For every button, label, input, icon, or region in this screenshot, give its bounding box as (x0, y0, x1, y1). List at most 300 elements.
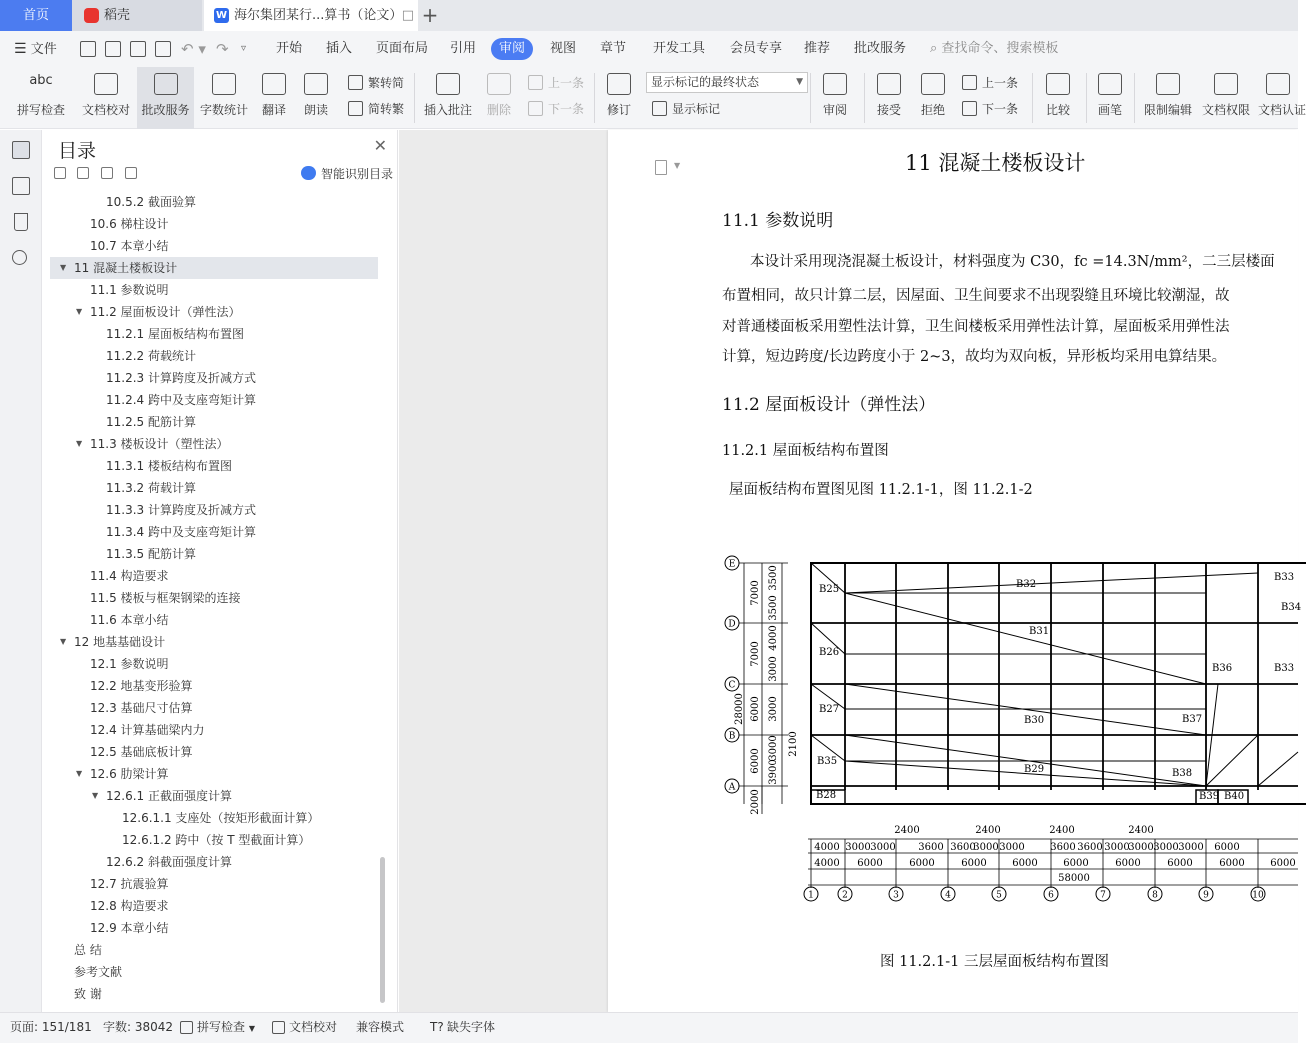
row2-dimension-text: 6000 (857, 858, 883, 869)
slab-label: B27 (819, 704, 840, 715)
row1-dimension-text: 6000 (1214, 842, 1240, 853)
reject-icon (921, 73, 945, 95)
toc-item[interactable] (50, 631, 378, 653)
close-icon[interactable]: ✕ (373, 136, 387, 155)
toc-item-label: 11.3.2 荷载计算 (106, 481, 196, 495)
toc-item-label: 10.6 梯柱设计 (90, 217, 169, 231)
chevron-down-icon[interactable]: ▼ (60, 263, 67, 272)
delete-comment-label: 删除 (486, 103, 511, 117)
page-options-icon[interactable] (655, 160, 667, 175)
spell-check-button[interactable] (8, 67, 74, 129)
document-cert-label: 文档认证 (1258, 103, 1306, 117)
ribbon-separator (1032, 73, 1033, 123)
print-preview-icon[interactable] (155, 41, 171, 57)
figure-caption: 图 11.2.1-1 三层屋面板结构布置图 (880, 954, 1109, 970)
slab-diagonal (1206, 735, 1258, 786)
axis-number: 8 (1152, 890, 1158, 901)
file-menu-label: 文件 (30, 42, 57, 57)
toc-item-label: 11.3.5 配筋计算 (106, 547, 196, 561)
row1-dimension-text: 3600 (918, 842, 944, 853)
toc-item[interactable] (50, 279, 378, 301)
chevron-down-icon[interactable]: ▼ (76, 769, 83, 778)
row1-dimension-text: 3000 (1153, 842, 1179, 853)
simplified-to-traditional-button[interactable] (348, 98, 404, 120)
proofread-button[interactable] (76, 67, 136, 129)
toc-item[interactable] (50, 653, 378, 675)
row1-dimension-text: 3000 (1104, 842, 1130, 853)
axis-letter: E (728, 559, 736, 570)
chevron-down-icon[interactable]: ▼ (60, 637, 67, 646)
row2-dimension-text: 6000 (961, 858, 987, 869)
left-total-dimension: 28000 (734, 693, 745, 725)
toc-item-label: 11.5 楼板与框架钢梁的连接 (90, 591, 241, 605)
prev-change-icon (962, 75, 977, 90)
row1-dimension-text: 4000 (814, 842, 840, 853)
track-changes-icon (607, 73, 631, 95)
slab-label: B29 (1024, 764, 1045, 775)
toc-item[interactable] (50, 851, 378, 873)
review-icon (823, 73, 847, 95)
prev-comment-icon (528, 75, 543, 90)
word-count-button[interactable] (196, 67, 252, 129)
row1-dimension-text: 3000 (999, 842, 1025, 853)
daoke-logo-icon (84, 8, 99, 23)
toc-item[interactable] (50, 213, 378, 235)
proofread-status-label: 文档校对 (289, 1020, 338, 1034)
word-count-indicator[interactable]: 字数: 38042 (103, 1020, 174, 1034)
toc-item[interactable] (50, 939, 378, 961)
review-button[interactable] (816, 67, 854, 129)
proofread-status[interactable] (272, 1013, 337, 1044)
ribbon-separator (594, 73, 595, 123)
toc-item-label: 12.6.1.2 跨中（按 T 型截面计算） (122, 833, 311, 847)
toc-item[interactable] (50, 521, 378, 543)
prev-comment-button[interactable] (528, 72, 584, 94)
redo-icon[interactable]: ↷ (216, 40, 229, 58)
slab-label: B39 (1199, 791, 1220, 802)
page-indicator[interactable]: 页面: 151/181 (10, 1020, 92, 1034)
roof-slab-layout-drawing (718, 552, 1302, 902)
menu-page-layout[interactable]: 页面布局 (376, 41, 429, 56)
search-icon[interactable] (12, 250, 27, 265)
toc-icon[interactable] (12, 141, 30, 159)
status-bar (0, 1012, 1298, 1043)
document-cert-button[interactable] (1258, 67, 1306, 129)
missing-font-icon: T? (430, 1020, 444, 1034)
command-search-label: 查找命令、搜索模板 (941, 41, 1059, 56)
toc-item-label: 致 谢 (74, 987, 102, 1001)
approve-service-icon (154, 73, 178, 95)
toc-item[interactable] (50, 763, 378, 785)
toc-item-label: 12 地基基础设计 (74, 635, 166, 649)
compare-button[interactable] (1038, 67, 1078, 129)
toc-title: 目录 (58, 140, 97, 162)
restrict-editing-label: 限制编辑 (1143, 103, 1192, 117)
paragraph-line: 计算，短边跨度/长边跨度小于 2~3，故均为双向板，异形板均采用电算结果。 (722, 349, 1227, 365)
left-dimension-text: 7000 (750, 580, 761, 606)
toc-item[interactable] (50, 895, 378, 917)
chevron-down-icon[interactable]: ▼ (76, 307, 83, 316)
review-label: 审阅 (822, 103, 847, 117)
toc-item[interactable] (50, 917, 378, 939)
ribbon-separator (1086, 73, 1087, 123)
markup-state-select[interactable] (646, 72, 808, 93)
approve-service-button[interactable] (137, 67, 194, 129)
left-sidebar (0, 130, 42, 1012)
next-change-label: 下一条 (982, 102, 1019, 116)
undo-icon[interactable]: ↶ ▾ (181, 40, 206, 58)
slab-label: B25 (819, 584, 840, 595)
ribbon-separator (864, 73, 865, 123)
row1-dimension-text: 3000 (870, 842, 896, 853)
collapse-all-icon[interactable] (54, 167, 66, 179)
axis-number: 6 (1048, 890, 1054, 901)
toc-item[interactable] (50, 543, 378, 565)
toc-item[interactable] (50, 675, 378, 697)
row2-dimension-text: 6000 (1167, 858, 1193, 869)
axis-number: 4 (945, 890, 951, 901)
menu-start[interactable]: 开始 (276, 41, 303, 56)
left-dimension-text: 3000 (768, 656, 779, 682)
row2-dimension-text: 6000 (1115, 858, 1141, 869)
toc-item[interactable] (50, 983, 378, 1005)
toc-item-label: 11.2 屋面板设计（弹性法） (90, 305, 241, 319)
slab-label: B26 (819, 647, 840, 658)
chevron-down-icon[interactable]: ▼ (92, 791, 99, 800)
next-comment-label: 下一条 (548, 102, 585, 116)
toc-item-label: 11.3.3 计算跨度及折减方式 (106, 503, 256, 517)
chevron-down-icon[interactable]: ▼ (76, 439, 83, 448)
left-dimension-text: 4000 (768, 625, 779, 651)
prev-comment-label: 上一条 (548, 76, 585, 90)
toc-item[interactable] (50, 829, 378, 851)
toc-item-label: 11.4 构造要求 (90, 569, 169, 583)
show-markup-icon (652, 101, 667, 116)
missing-font-label: 缺失字体 (447, 1020, 496, 1034)
top-dimension-text: 2400 (975, 825, 1001, 836)
figure-intro-text: 屋面板结构布置图见图 11.2.1-1，图 11.2.1-2 (729, 482, 1033, 498)
tab-daoke-label: 稻壳 (104, 8, 131, 23)
delete-comment-button[interactable] (480, 67, 518, 129)
print-icon[interactable] (130, 41, 146, 57)
read-aloud-button[interactable] (298, 67, 334, 129)
simplified-to-traditional-label: 简转繁 (368, 102, 405, 116)
tab-close-icon[interactable]: □ (401, 8, 414, 23)
prev-change-label: 上一条 (982, 76, 1019, 90)
axis-letter: C (728, 680, 736, 691)
toc-item[interactable] (50, 455, 378, 477)
review-ribbon (0, 67, 1306, 129)
paragraph-line: 布置相同，故只计算二层，因屋面、卫生间要求不出现裂缝且环境比较潮湿，故 (722, 288, 1230, 304)
toc-item-label: 11.2.2 荷载统计 (106, 349, 196, 363)
row1-dimension-text: 3600 (1050, 842, 1076, 853)
smart-toc-label: 智能识别目录 (320, 167, 393, 181)
left-dimension-text: 2100 (788, 731, 799, 757)
axis-letter: D (728, 619, 736, 630)
toc-panel (46, 130, 398, 1012)
toc-item[interactable] (50, 257, 378, 279)
command-search[interactable] (930, 31, 1058, 67)
axis-number: 9 (1203, 890, 1209, 901)
toc-item-label: 12.6 肋梁计算 (90, 767, 169, 781)
next-comment-icon (528, 101, 543, 116)
traditional-to-simplified-button[interactable] (348, 72, 404, 94)
left-dimension-text: 2000 (750, 789, 761, 815)
toc-item-label: 12.2 地基变形验算 (90, 679, 193, 693)
top-dimension-text: 2400 (1128, 825, 1154, 836)
toc-item-label: 11 混凝土楼板设计 (74, 261, 178, 275)
axis-number: 2 (842, 890, 848, 901)
toc-item-label: 11.1 参数说明 (90, 283, 169, 297)
toc-item-label: 11.2.1 屋面板结构布置图 (106, 327, 244, 341)
bookmark-icon[interactable] (14, 213, 28, 231)
minus-icon[interactable] (125, 167, 137, 179)
show-markup-button[interactable] (652, 98, 720, 120)
left-dimension-text: 3500 (768, 565, 779, 591)
slab-label: B37 (1182, 714, 1203, 725)
menu-insert[interactable]: 插入 (326, 41, 353, 56)
slab-label: B30 (1024, 715, 1045, 726)
toc-item-label: 11.6 本章小结 (90, 613, 169, 627)
pen-label: 画笔 (1097, 103, 1122, 117)
slab-label: B35 (817, 756, 838, 767)
expand-up-icon[interactable] (77, 167, 89, 179)
spell-check-status-label: 拼写检查 (197, 1020, 246, 1034)
slab-label: B38 (1172, 768, 1193, 779)
slab-label: B28 (816, 790, 837, 801)
toc-item-label: 12.7 抗震验算 (90, 877, 169, 891)
next-change-icon (962, 101, 977, 116)
translate-icon (262, 73, 286, 95)
left-dimension-text: 3000 (768, 735, 779, 761)
paragraph-line: 对普通楼面板采用塑性法计算，卫生间楼板采用弹性法计算，屋面板采用弹性法 (722, 319, 1230, 335)
slab-label: B32 (1016, 579, 1037, 590)
toc-item[interactable] (50, 477, 378, 499)
axis-number: 10 (1252, 890, 1264, 901)
compare-label: 比较 (1045, 103, 1070, 117)
row1-dimension-text: 3000 (1128, 842, 1154, 853)
new-tab-plus-icon[interactable]: + (421, 3, 439, 27)
toc-item-label: 11.2.5 配筋计算 (106, 415, 196, 429)
track-changes-label: 修订 (606, 103, 631, 117)
slab-label: B34 (1281, 602, 1302, 613)
axis-number: 1 (808, 890, 814, 901)
toc-item[interactable] (50, 191, 378, 213)
tab-bar (0, 0, 1298, 31)
axis-letter: B (728, 731, 736, 742)
slab-label: B33 (1274, 663, 1295, 674)
slab-label: B40 (1224, 791, 1245, 802)
proofread-status-icon (272, 1021, 285, 1034)
toc-item-label: 总 结 (74, 943, 102, 957)
word-count-icon (212, 73, 236, 95)
chevron-down-icon: ▼ (796, 77, 803, 87)
toc-item-label: 12.3 基础尺寸估算 (90, 701, 193, 715)
row2-dimension-text: 6000 (1063, 858, 1089, 869)
slab-label: B33 (1274, 572, 1295, 583)
row1-dimension-text: 3600 (1077, 842, 1103, 853)
toc-item-label: 12.9 本章小结 (90, 921, 169, 935)
slab-label: B36 (1212, 663, 1233, 674)
plus-icon[interactable] (101, 167, 113, 179)
left-dimension-text: 3900 (768, 759, 779, 785)
pen-button[interactable] (1092, 67, 1128, 129)
document-permission-icon (1214, 73, 1238, 95)
toc-item[interactable] (50, 961, 378, 983)
delete-comment-icon (487, 73, 511, 95)
prev-change-button[interactable] (962, 72, 1018, 94)
row2-dimension-text: 4000 (814, 858, 840, 869)
menu-review[interactable]: 审阅 (491, 38, 533, 60)
compare-icon (1046, 73, 1070, 95)
next-change-button[interactable] (962, 98, 1018, 120)
top-dimension-text: 2400 (1049, 825, 1075, 836)
slab-diagonal (845, 593, 1206, 684)
toc-item[interactable] (50, 323, 378, 345)
export-icon[interactable] (105, 41, 121, 57)
toc-item[interactable] (50, 785, 378, 807)
accept-icon (877, 73, 901, 95)
toc-item[interactable] (50, 411, 378, 433)
menu-developer[interactable]: 开发工具 (653, 41, 706, 56)
toc-item[interactable] (50, 345, 378, 367)
markup-state-value: 显示标记的最终状态 (651, 75, 760, 89)
spell-check-label: 拼写检查 (16, 103, 65, 117)
top-dimension-text: 2400 (894, 825, 920, 836)
traditional-to-simplified-icon (348, 75, 363, 90)
axis-number: 3 (893, 890, 899, 901)
reject-button[interactable] (914, 67, 952, 129)
document-cert-icon (1266, 73, 1290, 95)
menu-chapter[interactable]: 章节 (600, 41, 627, 56)
paragraph-line: 本设计采用现浇混凝土板设计，材料强度为 C30，fc =14.3N/mm²，二三层楼面 (750, 254, 1275, 270)
toc-item[interactable] (50, 609, 378, 631)
toc-item[interactable] (50, 499, 378, 521)
next-comment-button[interactable] (528, 98, 584, 120)
ribbon-separator (810, 73, 811, 123)
row1-dimension-text: 3600 (950, 842, 976, 853)
accept-button[interactable] (870, 67, 908, 129)
section-heading-11-2: 11.2 屋面板设计（弹性法） (722, 395, 936, 415)
menu-view[interactable]: 视图 (550, 41, 577, 56)
toc-item-label: 11.2.4 跨中及支座弯矩计算 (106, 393, 256, 407)
save-icon[interactable] (80, 41, 96, 57)
left-dimension-text: 3500 (768, 595, 779, 621)
toc-item-label: 12.6.1 正截面强度计算 (106, 789, 232, 803)
toc-item[interactable] (50, 565, 378, 587)
document-permission-label: 文档权限 (1201, 103, 1250, 117)
total-dimension-text: 58000 (1058, 873, 1090, 884)
toc-item[interactable] (50, 587, 378, 609)
left-dimension-text: 3000 (768, 696, 779, 722)
toc-item-label: 参考文献 (74, 965, 123, 979)
document-permission-button[interactable] (1198, 67, 1254, 129)
toc-item-label: 11.3 楼板设计（塑性法） (90, 437, 229, 451)
toc-item[interactable] (50, 433, 378, 455)
ribbon-separator (1134, 73, 1135, 123)
approve-service-label: 批改服务 (141, 103, 190, 117)
toc-item-label: 10.5.2 截面验算 (106, 195, 196, 209)
smart-toc-icon (301, 166, 316, 180)
insert-comment-button[interactable] (420, 67, 476, 129)
row2-dimension-text: 6000 (1219, 858, 1245, 869)
restrict-editing-button[interactable] (1140, 67, 1196, 129)
show-markup-label: 显示标记 (672, 102, 721, 116)
row1-dimension-text: 3000 (973, 842, 999, 853)
search-icon: ⌕ (930, 41, 938, 56)
tab-daoke[interactable] (72, 0, 202, 31)
chevron-down-icon: ▼ (248, 1024, 255, 1033)
toc-item[interactable] (50, 389, 378, 411)
menu-recommend[interactable]: 推荐 (804, 41, 831, 56)
toc-item-label: 11.2.3 计算跨度及折减方式 (106, 371, 256, 385)
toc-item[interactable] (50, 873, 378, 895)
track-changes-button[interactable] (600, 67, 638, 129)
slab-label: B31 (1029, 626, 1050, 637)
lock-icon (1156, 73, 1180, 95)
tab-document[interactable] (204, 0, 418, 31)
toc-item-label: 12.6.1.1 支座处（按矩形截面计算） (122, 811, 320, 825)
chevron-down-icon[interactable]: ▼ (674, 161, 681, 170)
menu-bar (0, 31, 1298, 67)
compat-mode-indicator[interactable]: 兼容模式 (356, 1020, 405, 1034)
translate-label: 翻译 (261, 103, 286, 117)
smart-toc-button[interactable] (301, 165, 393, 182)
toc-item[interactable] (50, 807, 378, 829)
slab-diagonal (1258, 752, 1298, 786)
word-count-label: 字数统计 (199, 103, 248, 117)
spell-check-status[interactable] (180, 1013, 255, 1044)
subsection-heading-11-2-1: 11.2.1 屋面板结构布置图 (722, 443, 889, 459)
toc-item[interactable] (50, 367, 378, 389)
tab-document-label: 海尔集团某行...算书（论文） (234, 8, 403, 23)
menu-approve[interactable]: 批改服务 (854, 41, 907, 56)
proofread-icon (94, 73, 118, 95)
toc-item-label: 10.7 本章小结 (90, 239, 169, 253)
translate-button[interactable] (254, 67, 294, 129)
file-menu[interactable] (14, 31, 57, 67)
pen-icon (1098, 73, 1122, 95)
toc-item[interactable] (50, 697, 378, 719)
menu-reference[interactable]: 引用 (450, 41, 477, 56)
row2-dimension-text: 6000 (1270, 858, 1296, 869)
missing-font-indicator[interactable] (430, 1013, 495, 1044)
reject-label: 拒绝 (920, 103, 945, 117)
section-heading-11-1: 11.1 参数说明 (722, 211, 834, 231)
toc-item-label: 12.1 参数说明 (90, 657, 169, 671)
toc-item-label: 11.3.4 跨中及支座弯矩计算 (106, 525, 256, 539)
toc-item[interactable] (50, 741, 378, 763)
quick-access-dropdown-icon[interactable]: ▿ (241, 43, 247, 54)
simplified-to-traditional-icon (348, 101, 363, 116)
toc-item-label: 12.8 构造要求 (90, 899, 169, 913)
left-dimension-text: 7000 (750, 641, 761, 667)
toc-scrollbar[interactable] (380, 857, 385, 1003)
menu-member[interactable]: 会员专享 (730, 41, 783, 56)
toc-item[interactable] (50, 235, 378, 257)
row2-dimension-text: 6000 (909, 858, 935, 869)
toc-item[interactable] (50, 719, 378, 741)
tab-home[interactable]: 首页 (0, 0, 72, 31)
axis-letter: A (728, 782, 736, 793)
chapter-title: 11 混凝土楼板设计 (905, 151, 1086, 175)
checkbox-icon (180, 1021, 193, 1034)
section-nav-icon[interactable] (12, 177, 30, 195)
writer-logo-icon: W (215, 10, 228, 21)
proofread-label: 文档校对 (81, 103, 130, 117)
toc-item[interactable] (50, 301, 378, 323)
left-dimension-text: 6000 (750, 696, 761, 722)
